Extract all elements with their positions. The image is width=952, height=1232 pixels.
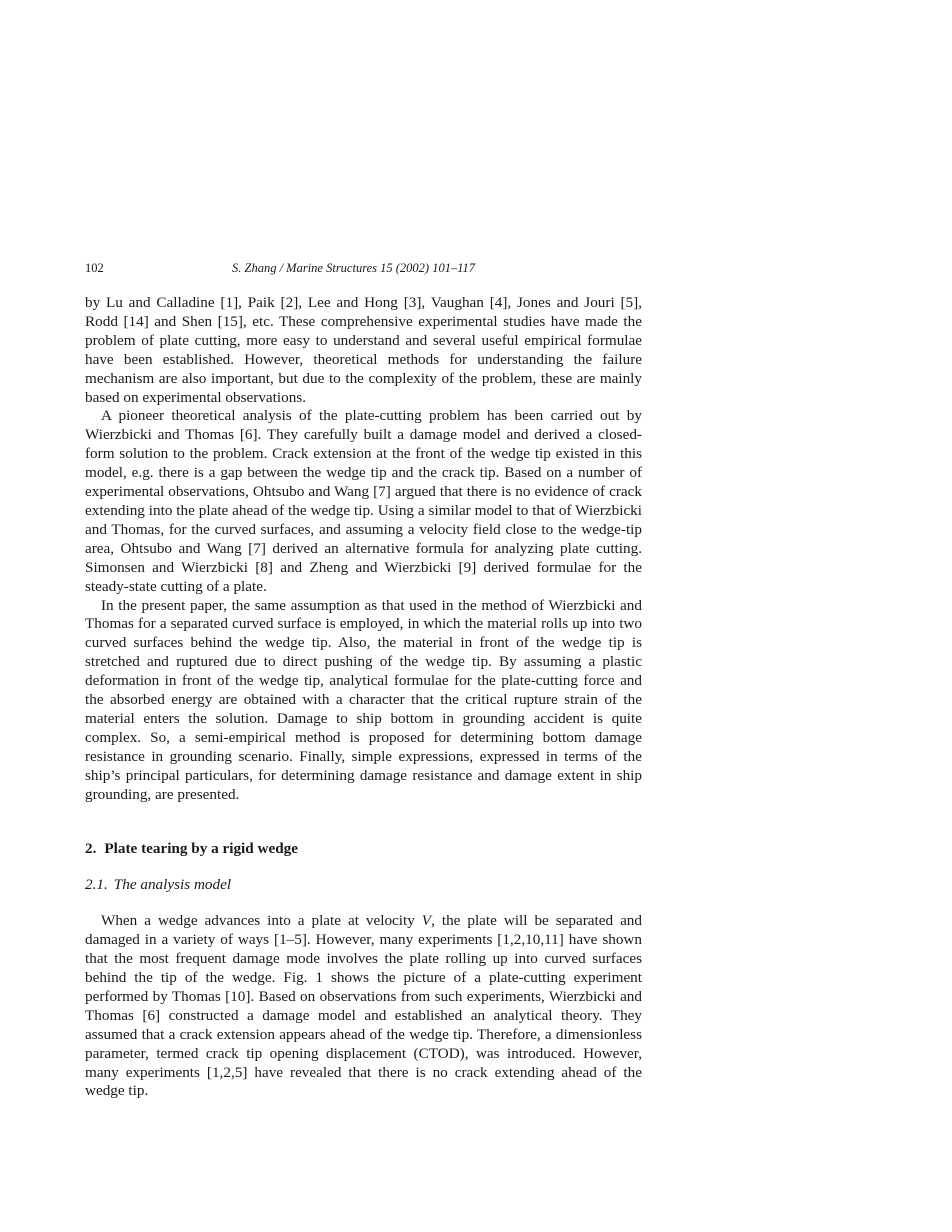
velocity-variable: V (421, 912, 432, 930)
section-number: 2. (85, 840, 97, 858)
paragraph-present-paper: In the present paper, the same assumption as that used in the method of Wierzbicki and Thomas for a separated curved surface is employed, in which the material rolls up into two curved surfaces behind the wedge tip. Also, the material in front of the wedge tip is stretched and ruptured due to direct pushing of the wedge tip. By assuming a plastic deformation in front of the wedge tip, analytical formulae for the plate-cutting force and the absorbed energy are obtained with a character that the critical rupture strain of the material enters the solution. Damage to ship bottom in grounding accident is quite complex. So, a semi-empirical method is proposed for determining bottom damage resistance in grounding scenario. Finally, simple expressions, expressed in terms of the ship’s principal particulars, for determining damage resistance and damage extent in ship grounding, are presented. (85, 596, 642, 803)
subsection-number: 2.1. (85, 876, 108, 894)
paragraph-continued: by Lu and Calladine [1], Paik [2], Lee and Hong [3], Vaughan [4], Jones and Jouri [5], Rodd [14] and Shen [15], etc. These comprehensive experimental studies have made the problem of plate cutting, more easy to understand and several useful empirical formulae have been established. However, theoretical methods for understanding the failure mechanism are also important, but due to the complexity of the problem, these are mainly based on experimental observations. (85, 294, 642, 406)
subsection-title: The analysis model (113, 876, 232, 894)
journal-page (85, 258, 642, 1101)
page-number: 102 (85, 261, 104, 275)
body-text (85, 294, 642, 804)
subsection-heading (85, 876, 642, 895)
section-title: Plate tearing by a rigid wedge (104, 840, 299, 858)
running-header (85, 258, 642, 278)
paragraph-analysis-model (85, 912, 642, 1101)
paragraph-text-rest: , the plate will be separated and damaged in a variety of ways [1–5]. However, many experiments [1,2,10,11] have shown that the most frequent damage mode involves the plate rolling up into curved surfaces behind the tip of the wedge. Fig. 1 shows the picture of a plate-cutting experiment performed by Thomas [10]. Based on observations from such experiments, Wierzbicki and Thomas [6] constructed a damage model and established an analytical theory. They assumed that a crack extension appears ahead of the wedge tip. Therefore, a dimensionless parameter, termed crack tip opening displacement (CTOD), was introduced. However, many experiments [1,2,5] have revealed that there is no crack extending ahead of the wedge tip. (85, 912, 642, 1100)
journal-reference: S. Zhang / Marine Structures 15 (2002) 101–117 (232, 261, 476, 275)
paragraph-pioneer-analysis: A pioneer theoretical analysis of the plate-cutting problem has been carried out by Wierzbicki and Thomas [6]. They carefully built a damage model and derived a closed-form solution to the problem. Crack extension at the front of the wedge tip existed in this model, e.g. there is a gap between the wedge tip and the crack tip. Based on a number of experimental observations, Ohtsubo and Wang [7] argued that there is no evidence of crack extending into the plate ahead of the wedge tip. Using a similar model to that of Wierzbicki and Thomas, for the curved surfaces, and assuming a velocity field close to the wedge-tip area, Ohtsubo and Wang [7] derived an alternative formula for analyzing plate cutting. Simonsen and Wierzbicki [8] and Zheng and Wierzbicki [9] derived formulae for the steady-state cutting of a plate. (85, 407, 642, 595)
paragraph-text-start: When a wedge advances into a plate at velocity (101, 912, 422, 930)
section-heading (85, 840, 642, 859)
section-body (85, 912, 642, 1101)
